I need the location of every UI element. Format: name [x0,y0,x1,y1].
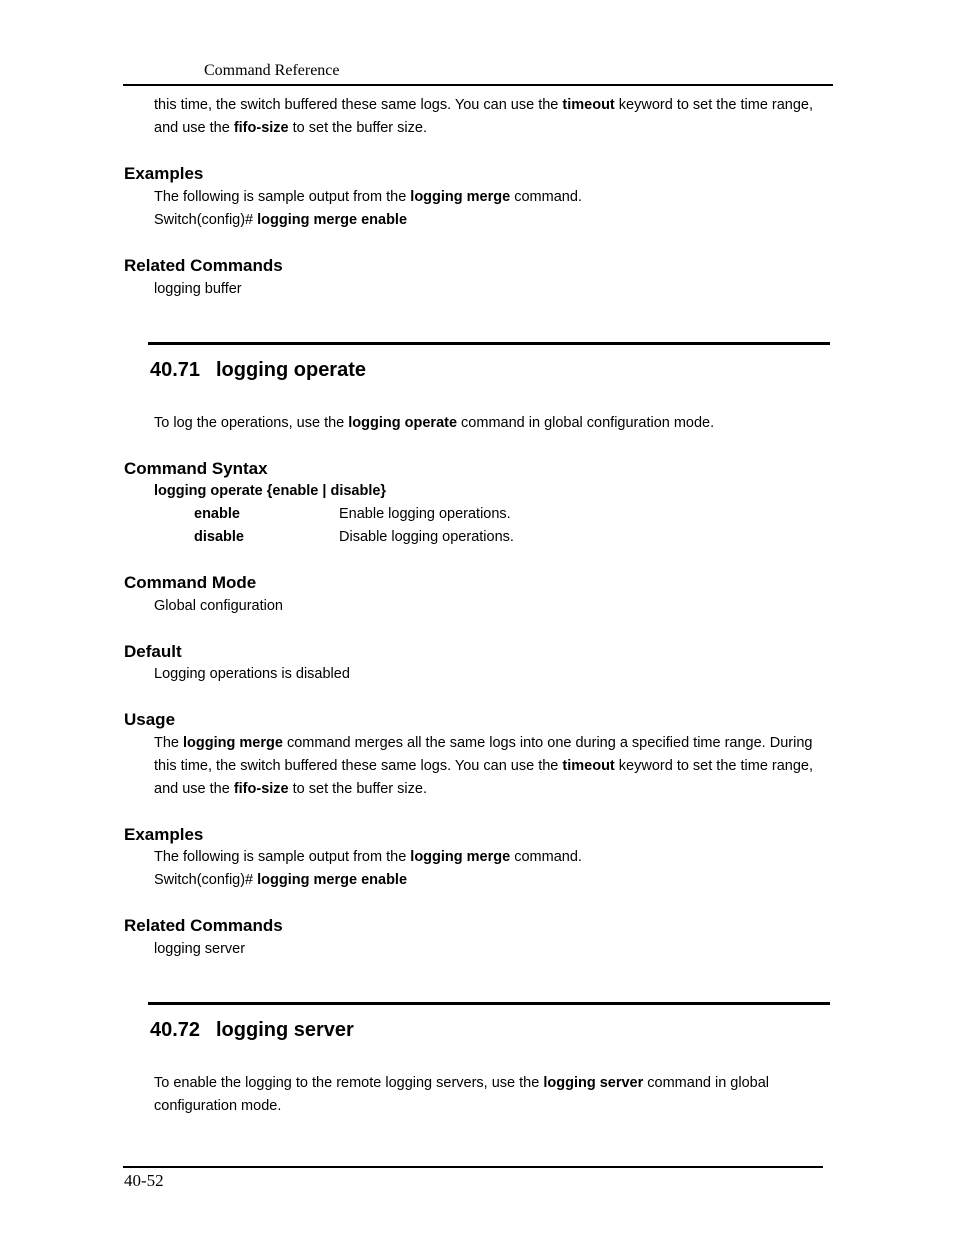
section-rule [148,1002,830,1005]
section-intro: To log the operations, use the logging operate command in global configuration mode. [154,415,715,431]
examples-text: The following is sample output from the logging merge command. Switch(config)# logging merge enable [154,186,582,232]
section-title: 40.71 logging operate [150,359,366,381]
section-intro: To enable the logging to the remote logging servers, use the logging server command in global configuration mode. [154,1075,770,1114]
page-number: 40-52 [124,1171,164,1190]
command-mode-heading: Command Mode [124,573,257,592]
example-command: Switch(config)# logging merge enable [154,212,408,228]
usage-continuation: this time, the switch buffered these same logs. You can use the timeout keyword to set the time range, and use the fifo-size to set the buffer size. [154,97,814,136]
command-syntax-heading: Command Syntax [124,459,268,478]
command-syntax: logging operate {enable | disable} [154,483,387,499]
related-command-item: logging server [154,941,246,957]
default-heading: Default [124,642,182,661]
section-rule [148,342,830,345]
examples-heading: Examples [124,164,204,183]
examples-text: The following is sample output from the logging merge command. Switch(config)# logging merge enable [154,846,582,892]
examples-heading: Examples [124,825,204,844]
related-commands-heading: Related Commands [124,916,283,935]
param-name: enable [194,506,240,522]
command-mode: Global configuration [154,598,283,614]
usage-heading: Usage [124,710,176,729]
section-title: 40.72 logging server [150,1019,354,1041]
related-command-item: logging buffer [154,281,242,297]
running-header: Command Reference [204,62,340,79]
param-name: disable [194,529,244,545]
param-desc: Disable logging operations. [339,529,514,545]
header-rule [123,84,833,86]
example-command: Switch(config)# logging merge enable [154,872,408,888]
param-desc: Enable logging operations. [339,506,511,522]
related-commands-heading: Related Commands [124,256,283,275]
footer-rule [123,1166,823,1168]
usage-text: The logging merge command merges all the same logs into one during a specified time range. During this time, the switch buffered these same logs. You can use the timeout keyword to set the time range, and use the fifo-size to set the buffer size. [154,735,814,797]
default-value: Logging operations is disabled [154,666,350,682]
